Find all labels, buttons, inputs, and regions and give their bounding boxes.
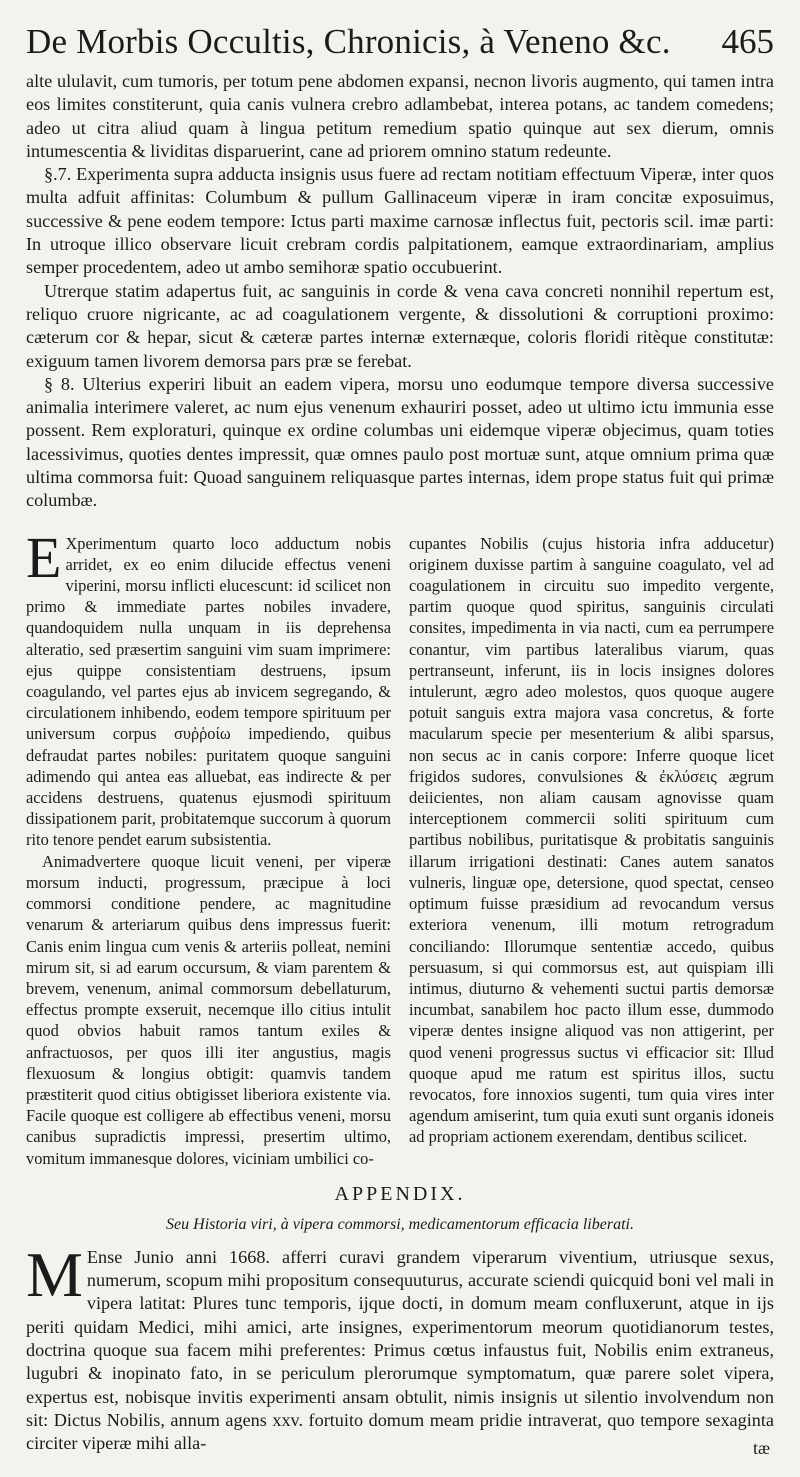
paragraph-section-8: § 8. Ulterius experiri libuit an eadem vipera, morsu uno eodumque tempore diversa successive animalia interimere valeret, ac num ejus venenum exhauriri posset, adeo ut ultimo ictu immunia esse possent. Rem exploraturi, quinque ex ordine columbas uni eidemque viperæ objecimus, quam toties lacessivimus, quoties dentes impressit, quæ omnes paulo post mortuæ sunt, atque omnium prima quæ ultima commorsa fuit: Quoad sanguinem reliquasque partes internas, idem prope status fuit qui primæ columbæ. bbox=[26, 373, 774, 511]
running-title: De Morbis Occultis, Chronicis, à Veneno &c. bbox=[26, 22, 671, 61]
appendix-subtitle: Seu Historia viri, à vipera commorsi, medicamentorum efficacia liberati. bbox=[166, 1215, 634, 1233]
appendix-paragraph bbox=[26, 1238, 774, 1456]
appendix-body bbox=[26, 1238, 774, 1456]
left-paragraph-1 bbox=[26, 524, 391, 851]
page-number: 465 bbox=[721, 22, 774, 61]
two-column-section bbox=[26, 524, 774, 1169]
left-column bbox=[26, 524, 391, 1169]
paragraph-section-7: §.7. Experimenta supra adducta insignis usus fuere ad rectam notitiam effectuum Viperæ, inter quos multa adfuit affinitas: Columbum & pullum Gallinaceum viperæ in iram concitæ exposuimus, successive & pene eodem tempore: Ictus parti maxime carnosæ inflectus fuit, pectoris scil. imæ parti: In utroque illico observare licuit crebram cordis palpitationem, eamque extraordinariam, amplius semper procedentem, adeo ut ambo semihoræ spatio occubuerint. bbox=[26, 164, 774, 278]
paragraph-continuation: alte ululavit, cum tumoris, per totum pene abdomen expansi, necnon livoris augmento, qui tamen intra eos limites constiterunt, quia canis vulnera crebro adlambebat, interea potans, ac tandem comedens; adeo ut citra aliud quam à lingua petitum remedium spatio quinque aut sex dierum, omnis intumescentia & lividitas disparuerint, cane ad priorem omnino statum redeunte. bbox=[26, 71, 774, 161]
drop-cap-e: E bbox=[26, 524, 62, 590]
catchword: tæ bbox=[752, 1438, 770, 1458]
appendix-paragraph-text: Ense Junio anni 1668. afferri curavi grandem viperarum viventium, utriusque sexus, numerum, scopum mihi propositum consequuturus, accurate sciendi quicquid boni vel mali in vipera latitat: Plures tunc temporis, ijque docti, in domum meam confluxerunt, atque in ijs periti quidam Medici, mihi amici, arte insignes, experimentorum meorum quotidianorum testes, doctrina quoque sua facem mihi preferentes: Primus cœtus infaustus fuit, Nobilis enim extraneus, lugubri & inopinato fato, in se periculum plerorumque symptomatum, quæ parere solet vipera, expertus est, nobisque invitis experimenti ansam obtulit, nimis insignis ut silentio involvendum non sit: Dictus Nobilis, annum agens xxv. fortuito domum meam pridie intraverat, quo tempore sexaginta circiter viperæ mihi alla- bbox=[26, 1246, 774, 1454]
right-column bbox=[409, 533, 774, 1169]
top-section bbox=[26, 70, 774, 513]
appendix-title: APPENDIX. bbox=[334, 1182, 466, 1205]
page-header bbox=[26, 22, 774, 70]
left-paragraph-2: Animadvertere quoque licuit veneni, per viperæ morsum inducti, progressum, præcipue à loci commorsi conditione pendere, ac magnitudine venarum & arteriarum quibus dens impressus fuerit: Canis enim lingua cum venis & arteriis polleat, nemini mirum sit, si ad earum occursum, & viam parentem & brevem, venenum, animal commorsum debellaturum, effectus prompte exseruit, necemque illo citius intulit quod obvios habuit ramos tantum exiles & anfractuosos, per quos illi iter angustius, magis flexuosum & longius obtigit: quamvis tandem præstiterit quod citius obtigisset liberiora existente via. Facile quoque est colligere ab effectibus veneni, morsu canibus supradictis impressi, presertim ultimo, vomitum immanesque dolores, viciniam umbilici co- bbox=[26, 851, 391, 1168]
left-paragraph-1-text: Xperimentum quarto loco adductum nobis arridet, ex eo enim dilucide effectus veneni viperini, morsu inflicti elucescunt: id scilicet non primo & immediate partes nobiles invadere, quandoquidem nulla unquam in iis deprehensa alteratio, sed præsertim sanguini vim suam imprimere: ejus quippe consistentiam destruens, ipsum coagulando, vel partes ejus ab invicem segregando, & circulationem inhibendo, eodem tempore spirituum per universum corpus συῤῥοίω impediendo, quibus defraudat partes nobiles: puritatem quoque sanguini adimendo qui antea eas alluebat, eas indirecte & per accidens destruens, quatenus ejusmodi spirituum dissipationem parit, probitatemque succorum à quorum rito tenore pendet earum subsistentia. bbox=[26, 533, 391, 850]
paragraph-dissection: Utrerque statim adapertus fuit, ac sanguinis in corde & vena cava concreti nonnihil repertum est, reliquo cruore nigricante, ac ad coagulationem vergente, & dissolutioni & corruptioni proximo: cæterum cor & hepar, sicut & cæteræ partes internæ externæque, coloris floridi ritèque constitutæ: exiguum tamen livorem demorsa pars præ se ferebat. bbox=[26, 280, 774, 371]
right-paragraph-1: cupantes Nobilis (cujus historia infra adducetur) originem duxisse partim à sanguine coagulato, vel ad coagulationem in circuitu suo impedito vergente, partim quoque quod spiritus, sanguinis circulati consites, impedimenta in via nacti, cum ea perrumpere conantur, vim partibus lateralibus viarum, quas pertranseunt, inferunt, iis in locis insignes dolores intulerunt, ægro adeo molestos, quos quoque augere potuit sanguis extra majora vasa concretus, & forte macularum specie per mesenterium & alibi sparsus, non secus ac in canis corpore: Inferre quoque licet frigidos sudores, convulsiones & ἐκλύσεις ægrum deiicientes, non aliam causam agnovisse quam interceptionem commercii soliti spirituum cum partibus nobilibus, puritatisque & probitatis sanguinis illarum irrigationi destinati: Canes autem sanatos vulneris, linguæ ope, detersione, quod spectat, censeo optimum fuisse præsidium ad revocandum versus exteriora venenum, illi motum retrogradum conciliando: Illorumque sententiæ accedo, quibus persuasum, si qui commorsus est, aut quispiam illi intimus, diuturno & vehementi suctui partis demorsæ incumbat, sanabilem hoc pacto illum esse, dummodo viperæ dentes insigne aliquod vas non attigerint, per quod veneni progressus suctus vi efficacior sit: Illud quoque apud me ratum est spiritus illos, suctu revocatos, fore innoxios sugenti, tum quia vires inter agendum amiserint, tum quia exuti sunt organis idoneis ad propriam actionem exerendam, dentibus scilicet. bbox=[409, 533, 774, 1147]
drop-cap-m: M bbox=[26, 1238, 83, 1310]
